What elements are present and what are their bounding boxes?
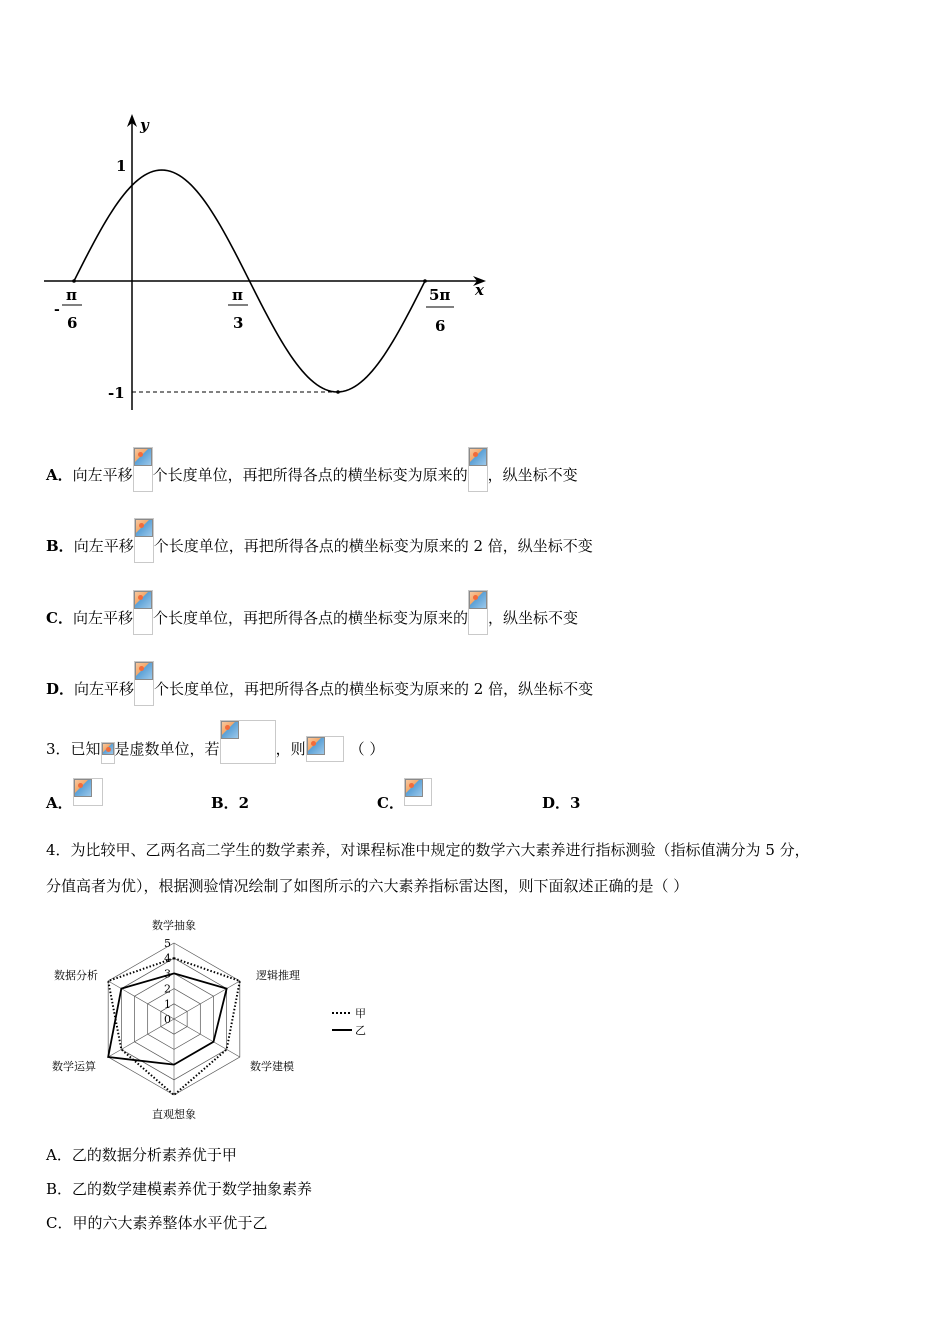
sine-graph	[40, 108, 500, 418]
min-point	[336, 390, 340, 394]
x-tick-mid-den: 3	[233, 314, 244, 332]
q4-stem-line-1: 4．为比较甲、乙两名高二学生的数学素养，对课程标准中规定的数学六大素养进行指标测验（指标值满分为 5 分，	[46, 841, 810, 859]
q2-option-c[interactable]: C．向左平移 个长度单位，再把所得各点的横坐标变为原来的 ，纵坐标不变	[46, 604, 578, 628]
formula-image-placeholder	[134, 661, 154, 706]
formula-image-placeholder	[101, 742, 115, 764]
radar-ticks	[164, 937, 171, 1026]
y-axis-label: y	[140, 116, 149, 134]
formula-image-placeholder	[134, 518, 154, 563]
broken-image-icon	[469, 591, 487, 609]
legend-label-series-1: 甲	[355, 1007, 366, 1020]
x-tick-right-num: 5π	[429, 286, 451, 304]
radar-spoke-2	[174, 1019, 240, 1057]
formula-image-placeholder	[468, 590, 488, 635]
x-tick-right-den: 6	[435, 317, 446, 335]
q3-option-a[interactable]: A．	[46, 793, 103, 813]
q4-option-a[interactable]: A．乙的数据分析素养优于甲	[46, 1146, 237, 1164]
q4-stem-line-2: 分值高者为优），根据测验情况绘制了如图所示的六大素养指标雷达图，则下面叙述正确的是（ ）	[46, 877, 689, 895]
formula-image-placeholder	[404, 778, 432, 806]
q3-option-b[interactable]: B．2	[211, 794, 250, 812]
broken-image-icon	[74, 779, 92, 797]
radar-tick-label-2: 2	[164, 982, 171, 996]
formula-image-placeholder	[220, 720, 276, 764]
formula-image-placeholder	[133, 590, 153, 635]
q2-option-d[interactable]: D．向左平移 个长度单位，再把所得各点的横坐标变为原来的 2 倍，纵坐标不变	[46, 675, 593, 699]
broken-image-icon	[102, 743, 114, 755]
radar-grid	[108, 943, 240, 1095]
radar-chart	[46, 912, 376, 1127]
radar-axis-label-1: 逻辑推理	[256, 969, 300, 982]
x-tick-left-den: 6	[67, 314, 78, 332]
radar-tick-label-4: 4	[164, 952, 171, 966]
broken-image-icon	[469, 448, 487, 466]
radar-axis-label-0: 数学抽象	[152, 919, 196, 932]
q2-option-a[interactable]: A．向左平移 个长度单位，再把所得各点的横坐标变为原来的 ，纵坐标不变	[46, 461, 578, 485]
broken-image-icon	[134, 591, 152, 609]
broken-image-icon	[221, 721, 239, 739]
x-tick-mid-num: π	[232, 286, 243, 304]
option-letter: A．	[46, 466, 73, 484]
option-letter: D．	[46, 680, 75, 698]
radar-axis-label-3: 直观想象	[152, 1108, 196, 1121]
radar-spoke-1	[174, 981, 240, 1019]
radar-tick-label-5: 5	[164, 937, 171, 950]
y-tick-1: 1	[116, 157, 127, 175]
legend-label-series-2: 乙	[355, 1024, 366, 1037]
y-tick-neg1: -1	[108, 384, 125, 402]
option-letter: C．	[46, 609, 73, 627]
formula-image-placeholder	[306, 736, 344, 762]
q2-option-b[interactable]: B．向左平移 个长度单位，再把所得各点的横坐标变为原来的 2 倍，纵坐标不变	[46, 532, 593, 556]
radar-tick-label-1: 1	[164, 997, 171, 1011]
broken-image-icon	[307, 737, 325, 755]
broken-image-icon	[405, 779, 423, 797]
formula-image-placeholder	[73, 778, 103, 806]
broken-image-icon	[135, 519, 153, 537]
q4-option-b[interactable]: B．乙的数学建模素养优于数学抽象素养	[46, 1180, 313, 1198]
broken-image-icon	[135, 662, 153, 680]
x-tick-left-sign: -	[54, 302, 60, 318]
formula-image-placeholder	[468, 447, 488, 492]
formula-image-placeholder	[133, 447, 153, 492]
x-axis-label: x	[475, 281, 484, 299]
radar-tick-label-0: 0	[164, 1013, 171, 1026]
q4-option-c[interactable]: C．甲的六大素养整体水平优于乙	[46, 1214, 268, 1232]
radar-tick-label-3: 3	[164, 967, 171, 981]
radar-axis-label-5: 数据分析	[54, 969, 98, 982]
zero-point-left	[72, 279, 76, 283]
q3-option-d[interactable]: D．3	[542, 794, 581, 812]
radar-axis-label-2: 数学建模	[250, 1060, 294, 1073]
radar-axis-label-4: 数学运算	[52, 1060, 96, 1073]
radar-labels	[52, 918, 300, 1121]
q3-stem: 3．已知 是虚数单位，若 ，则 （ ）	[46, 734, 384, 759]
q3-option-c[interactable]: C．	[377, 793, 432, 813]
zero-point-right	[423, 279, 427, 283]
x-tick-left-num: π	[66, 286, 77, 304]
option-letter: B．	[46, 537, 74, 555]
broken-image-icon	[134, 448, 152, 466]
